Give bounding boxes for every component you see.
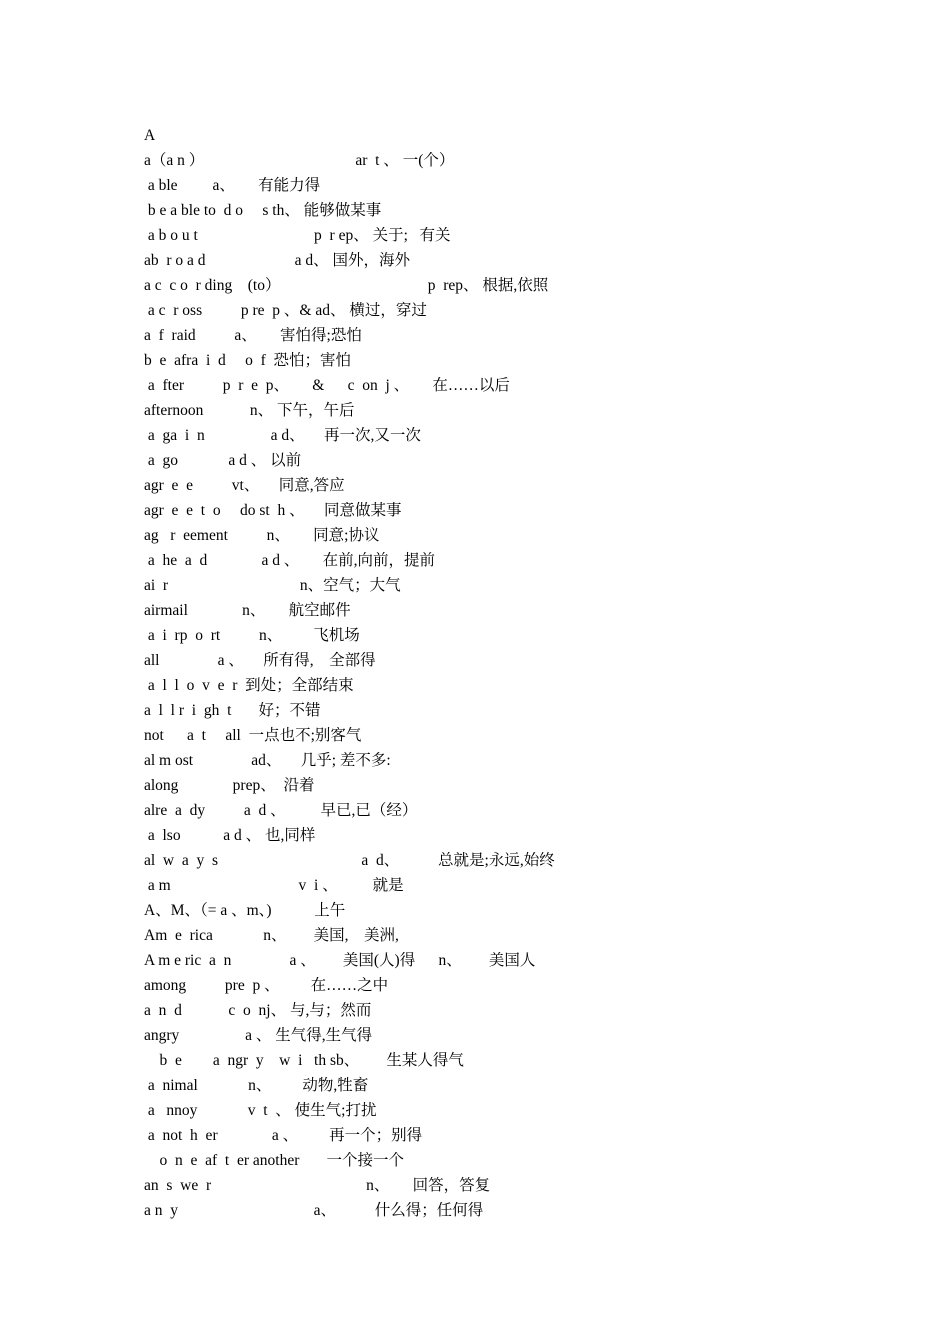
entry-line: a ga i n a d、 再一次,又一次	[144, 427, 421, 444]
entry-line: A、M、（= a 、m、) 上午	[144, 902, 346, 919]
entry-line: a c c o r ding (to） p rep、 根据,依照	[144, 277, 549, 294]
entry-line: a he a d a d 、 在前,向前，提前	[144, 552, 436, 569]
entry-line: ag r eement n、 同意;协议	[144, 527, 380, 544]
entry-line: ab r o a d a d、 国外，海外	[144, 252, 411, 269]
entry-line: b e a ngr y w i th sb、 生某人得气	[144, 1052, 464, 1069]
section-heading: A	[144, 127, 156, 144]
entry-line: an s we r n、 回答，答复	[144, 1177, 491, 1194]
entry-line: a i rp o rt n、 飞机场	[144, 627, 360, 644]
entry-line: b e a ble to d o s th、 能够做某事	[144, 202, 382, 219]
entry-line: a not h er a 、 再一个；别得	[144, 1127, 423, 1144]
entry-line: alre a dy a d 、 早已,已（经）	[144, 802, 418, 819]
entry-line: Am e rica n、 美国, 美洲,	[144, 927, 399, 944]
entry-line: along prep、 沿着	[144, 777, 315, 794]
entry-line: b e afra i d o f 恐怕；害怕	[144, 352, 352, 369]
entry-line: all a 、 所有得, 全部得	[144, 652, 376, 669]
entry-line: a n y a、 什么得；任何得	[144, 1202, 484, 1219]
entry-line: agr e e vt、 同意,答应	[144, 477, 345, 494]
entry-line: a m v i 、 就是	[144, 877, 404, 894]
entry-line: not a t all 一点也不;别客气	[144, 727, 362, 744]
entry-line: angry a 、 生气得,生气得	[144, 1027, 373, 1044]
entry-line: a go a d 、 以前	[144, 452, 302, 469]
entry-line: afternoon n、 下午，午后	[144, 402, 355, 419]
entry-line: a c r oss p re p 、& ad、 横过，穿过	[144, 302, 427, 319]
entry-line: a l l o v e r 到处；全部结束	[144, 677, 354, 694]
entry-line: ai r n、空气；大气	[144, 577, 401, 594]
entry-line: o n e af t er another 一个接一个	[144, 1152, 404, 1169]
entry-line: a n d c o nj、 与,与；然而	[144, 1002, 372, 1019]
entry-line: among pre p 、 在……之中	[144, 977, 389, 994]
entry-line: agr e e t o do st h 、 同意做某事	[144, 502, 402, 519]
entry-line: a ble a、 有能力得	[144, 177, 321, 194]
entry-line: A m e ric a n a 、 美国(人)得 n、 美国人	[144, 952, 536, 969]
entry-line: a nimal n、 动物,牲畜	[144, 1077, 369, 1094]
entry-line: a f raid a、 害怕得;恐怕	[144, 327, 362, 344]
entry-line: a b o u t p r ep、 关于; 有关	[144, 227, 451, 244]
entry-line: a l l r i gh t 好；不错	[144, 702, 321, 719]
entry-line: a（a n ） ar t 、 一(个）	[144, 152, 455, 169]
entry-line: a fter p r e p、 & c on j 、 在……以后	[144, 377, 510, 394]
entry-line: airmail n、 航空邮件	[144, 602, 351, 619]
entry-line: a lso a d 、 也,同样	[144, 827, 316, 844]
entry-line: al m ost ad、 几乎; 差不多:	[144, 752, 391, 769]
entry-line: al w a y s a d、 总就是;永远,始终	[144, 852, 555, 869]
entry-line: a nnoy v t 、 使生气;打扰	[144, 1102, 377, 1119]
